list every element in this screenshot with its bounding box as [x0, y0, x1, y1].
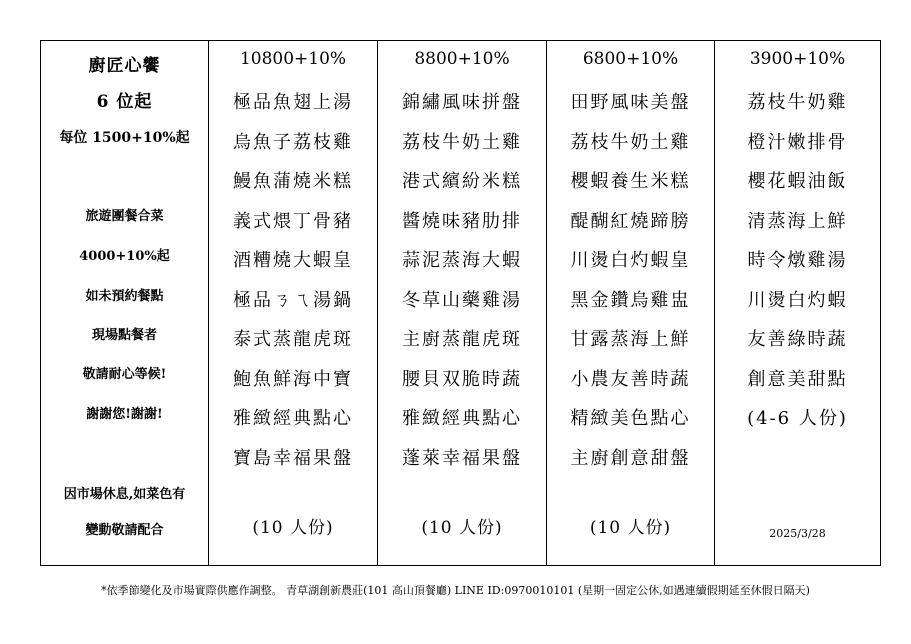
dish-item: 川燙白灼蝦皇 [570, 250, 691, 271]
menu-column-6800 [546, 41, 714, 565]
dish-item: 醬燒味豬肋排 [402, 210, 522, 232]
dish-item: 橙汁嫩排骨 [747, 131, 848, 153]
menu-price: 10800+10% [239, 49, 347, 69]
dish-item: 醍醐紅燒蹄膀 [570, 210, 691, 232]
dish-item: 櫻花蝦油飯 [747, 171, 848, 192]
dish-item: 蒜泥蒸海大蝦 [402, 250, 522, 271]
dish-item: 主廚蒸龍虎斑 [402, 329, 522, 350]
servings-label: (4-6 人份) [747, 408, 848, 429]
menu-column-8800 [377, 41, 546, 565]
dish-item: 川燙白灼蝦 [747, 289, 848, 311]
dish-list [715, 83, 880, 439]
dish-list [378, 83, 546, 478]
menu-table [40, 40, 881, 566]
info-note: 4000+10%起 [79, 249, 170, 264]
menu-price: 3900+10% [749, 49, 846, 69]
dish-item: 極品魚翅上湯 [233, 92, 353, 113]
dish-list [547, 83, 714, 478]
info-column [41, 41, 208, 565]
info-note: 旅遊團餐合菜 [85, 209, 164, 224]
dish-item: 義式煨丁骨豬 [233, 210, 353, 232]
info-note: 因市場休息,如菜色有 [63, 487, 186, 502]
info-note: 變動敬請配合 [85, 523, 164, 538]
servings-label: (10 人份) [252, 518, 334, 538]
dish-item: 泰式蒸龍虎斑 [233, 329, 353, 350]
dish-item: 蓬萊幸福果盤 [402, 447, 522, 469]
menu-column-3900 [714, 41, 880, 565]
dish-item: 雅緻經典點心 [402, 408, 522, 429]
dish-item: 烏魚子荔枝雞 [233, 131, 353, 153]
info-note: 如未預約餐點 [85, 289, 164, 304]
dish-item: 雅緻經典點心 [233, 408, 353, 429]
dish-list [209, 83, 377, 478]
dish-item: 小農友善時蔬 [570, 368, 691, 390]
dish-item: 酒糟燒大蝦皇 [233, 250, 353, 271]
footer-note: *依季節變化及市場實際供應作調整。 青草湖創新農莊(101 高山頂餐廳) LINE ID:0970010101 (星期一固定公休,如遇連續假期延至休假日隔天) [101, 584, 810, 597]
dish-item: 腰貝双脆時蔬 [402, 368, 522, 390]
info-note: 敬請耐心等候! [82, 367, 167, 382]
servings-label: (10 人份) [589, 518, 672, 538]
menu-price: 8800+10% [414, 49, 510, 69]
dish-item: 精緻美色點心 [570, 408, 691, 429]
dish-item: 荔枝牛奶土雞 [402, 131, 522, 153]
menu-date: 2025/3/28 [769, 527, 826, 540]
dish-item: 創意美甜點 [747, 368, 848, 390]
dish-item: 時令燉雞湯 [747, 250, 848, 271]
dish-item: 冬草山藥雞湯 [402, 289, 522, 311]
dish-item: 荔枝牛奶土雞 [570, 131, 691, 153]
dish-item: 鮑魚鮮海中寶 [233, 368, 353, 390]
minimum-people: 6 位起 [96, 92, 153, 112]
servings-label: (10 人份) [421, 518, 503, 538]
info-note: 謝謝您!謝謝! [86, 407, 163, 422]
dish-item: 櫻蝦養生米糕 [570, 171, 691, 192]
dish-item: 甘露蒸海上鮮 [570, 329, 691, 350]
dish-item: 極品ㄋㄟ湯鍋 [233, 289, 353, 311]
dish-item: 荔枝牛奶雞 [747, 92, 848, 113]
dish-item: 黑金鑽烏雞盅 [570, 289, 691, 311]
menu-column-10800 [208, 41, 377, 565]
dish-item: 友善綠時蔬 [747, 329, 848, 350]
dish-item: 田野風味美盤 [570, 92, 691, 113]
menu-price: 6800+10% [582, 49, 679, 69]
price-per-person: 每位 1500+10%起 [59, 130, 190, 146]
dish-item: 主廚創意甜盤 [570, 447, 691, 469]
dish-item: 錦繡風味拼盤 [402, 92, 522, 113]
dish-item: 鰻魚蒲燒米糕 [233, 171, 353, 192]
dish-item: 寶島幸福果盤 [233, 447, 353, 469]
restaurant-title: 廚匠心饗 [88, 56, 161, 76]
dish-item: 清蒸海上鮮 [747, 210, 848, 232]
info-note: 現場點餐者 [91, 328, 157, 343]
dish-item: 港式繽紛米糕 [402, 171, 522, 192]
